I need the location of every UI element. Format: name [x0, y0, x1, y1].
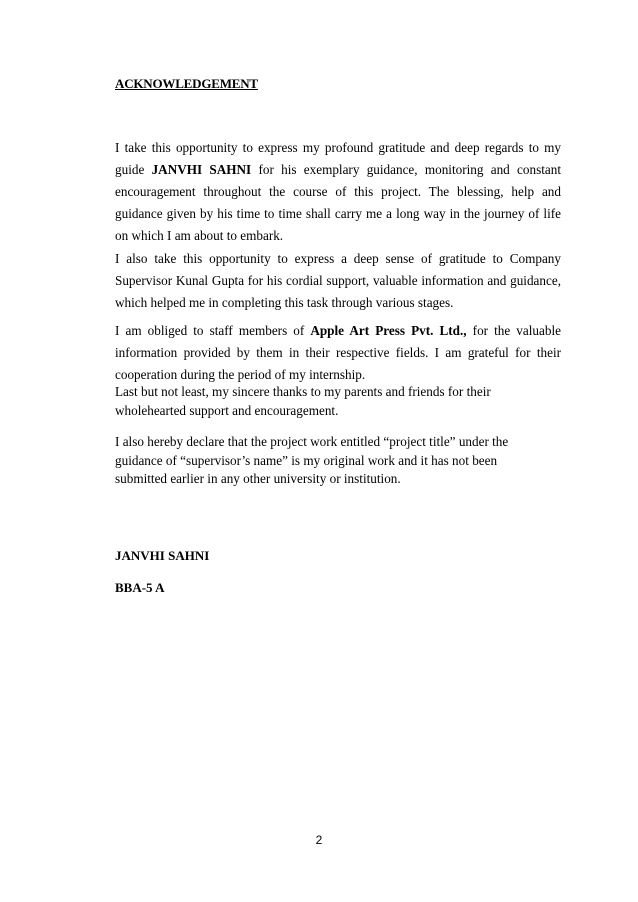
- paragraph-text: I take this opportunity to express my profound gratitude and deep regards to my guide: [115, 140, 561, 177]
- page-title: ACKNOWLEDGEMENT: [115, 76, 258, 91]
- paragraph-text: I am obliged to staff members of: [115, 323, 311, 338]
- acknowledgement-paragraph-supervisor: I also take this opportunity to express a deep sense of gratitude to Company Supervisor Kunal Gupta for his cordial support, valuable information and guidance, which helped me in completing this task through various stages.: [115, 251, 561, 310]
- signature-class: BBA-5 A: [115, 580, 165, 595]
- paragraph-text: for his exemplary guidance, monitoring and constant encouragement throughout the course of this project. The blessing, help and guidance given by his time to time shall carry me a long way in the journey of life on which I am about to embark.: [115, 162, 561, 243]
- paragraph-text: for the valuable information provided by them in their respective fields. I am grateful for their cooperation during the period of my internship.: [115, 323, 561, 382]
- company-name: Apple Art Press Pvt. Ltd.,: [310, 323, 467, 338]
- guide-name: JANVHI SAHNI: [151, 162, 252, 177]
- acknowledgement-paragraph-family: Last but not least, my sincere thanks to my parents and friends for their wholehearted support and encouragement.: [115, 384, 491, 418]
- signature-name: JANVHI SAHNI: [115, 548, 210, 563]
- declaration-paragraph: I also hereby declare that the project work entitled “project title” under the guidance of “supervisor’s name” is my original work and it has not been submitted earlier in any other university or institution.: [115, 434, 509, 486]
- page-number: 2: [315, 833, 323, 847]
- acknowledgement-paragraph-guide: [115, 137, 561, 247]
- acknowledgement-paragraph-staff: [115, 320, 561, 386]
